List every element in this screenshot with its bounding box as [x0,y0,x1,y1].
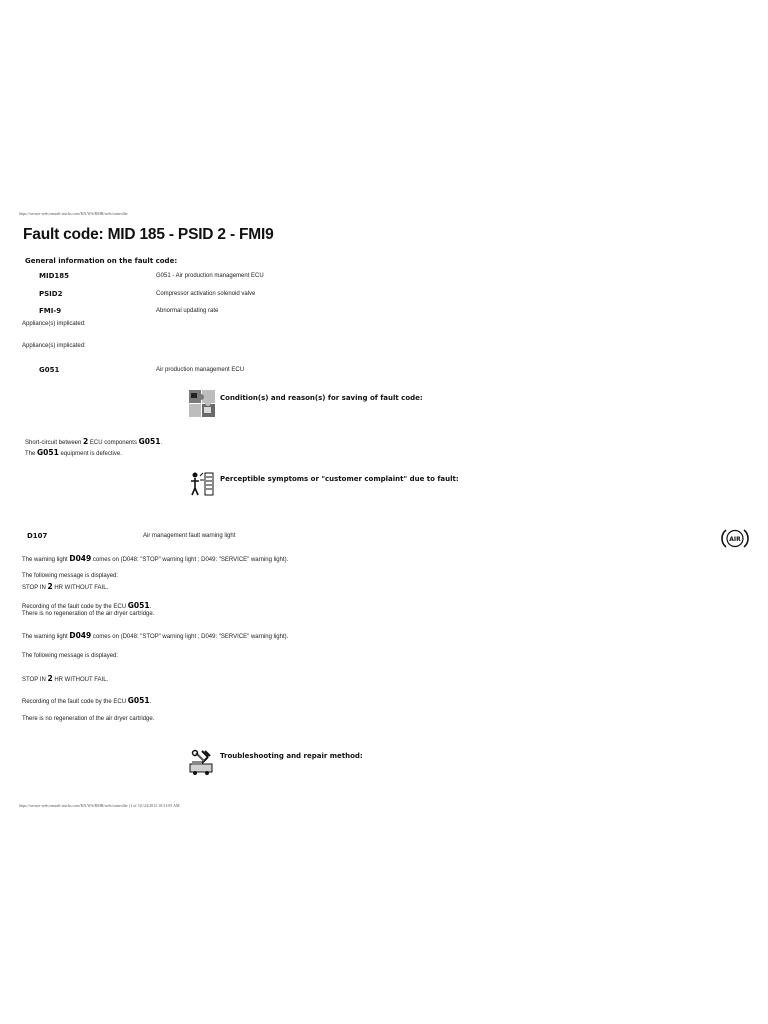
block1-stop-pre: STOP IN [22,585,48,591]
conditions-line1-num: 2 [83,437,89,446]
block1-stop-num: 2 [47,582,53,591]
code-psid: PSID2 [39,290,63,298]
block1-message-label: The following message is displayed: [22,573,119,579]
block2-warn-code: D049 [69,631,92,640]
page-title: Fault code: MID 185 - PSID 2 - FMI9 [23,226,274,243]
block1-regeneration: There is no regeneration of the air dryer cartridge. [22,611,155,617]
block1-rec-pre: Recording of the fault code by the ECU [22,604,128,610]
block1-stop-post: HR WITHOUT FAIL. [52,585,109,591]
block1-warn-code: D049 [69,554,92,563]
appliance-desc: Air production management ECU [156,367,245,373]
symptom-desc: Air management fault warning light [143,533,236,539]
symptom-code: D107 [27,532,48,540]
conditions-line-2 [25,448,122,457]
block1-rec-code: G051 [127,601,150,610]
conditions-line2-end: equipment is defective. [58,451,122,457]
symptoms-heading: Perceptible symptoms or "customer complaint" due to fault: [220,475,459,483]
air-icon-label: AIR [729,536,741,543]
conditions-line1-pre: Short-circuit between [25,440,84,446]
conditions-line-1 [25,437,162,446]
block2-message-label: The following message is displayed: [22,653,119,659]
block1-recording-line [22,601,151,610]
appliance-label-1: Appliance(s) implicated: [22,321,86,327]
block2-stop-post: HR WITHOUT FAIL. [52,677,109,683]
block2-recording-line [22,696,151,705]
footer-url: https://secure-web.renault-trucks.com/KN/WS/BMB/web/controller (1 of 3)1/24/2012 10:53:05 AM [19,803,180,808]
ecu-puzzle-icon [188,389,216,418]
customer-complaint-icon [188,470,216,498]
header-url: https://secure-web.renault-trucks.com/KN/WS/BMB/web/controller [19,211,128,216]
conditions-line1-code: G051 [138,437,161,446]
block2-stop-num: 2 [47,674,53,683]
conditions-line2-pre: The [25,451,38,457]
code-fmi: FMI-9 [39,307,62,315]
block1-warning-line [22,554,288,563]
block2-warn-pre: The warning light [22,634,70,640]
code-mid-desc: G051 - Air production management ECU [156,273,264,279]
block2-stop-pre: STOP IN [22,677,48,683]
block1-rec-end: . [149,604,152,610]
block1-warn-post: comes on (D048: "STOP" warning light ; D049: "SERVICE" warning light). [91,557,289,563]
block2-rec-end: . [149,699,152,705]
block2-warn-post: comes on (D048: "STOP" warning light ; D049: "SERVICE" warning light). [91,634,289,640]
appliance-label-2: Appliance(s) implicated: [22,343,86,349]
block1-warn-pre: The warning light [22,557,70,563]
block2-stop-line [22,674,108,683]
block1-stop-line [22,582,108,591]
block2-warning-line [22,631,288,640]
block2-regeneration: There is no regeneration of the air dryer cartridge. [22,716,155,722]
repair-tools-icon [188,749,216,776]
conditions-line2-code: G051 [37,448,59,457]
general-info-heading: General information on the fault code: [25,257,178,265]
appliance-code: G051 [39,366,60,374]
air-warning-light-icon [721,527,749,550]
block2-rec-pre: Recording of the fault code by the ECU [22,699,128,705]
conditions-line1-end: . [160,440,163,446]
conditions-heading: Condition(s) and reason(s) for saving of fault code: [220,394,423,402]
block2-rec-code: G051 [127,696,150,705]
code-mid: MID185 [39,272,69,280]
code-fmi-desc: Abnormal updating rate [156,308,219,314]
conditions-line1-mid: ECU components [88,440,139,446]
code-psid-desc: Compressor activation solenoid valve [156,291,256,297]
repair-heading: Troubleshooting and repair method: [220,752,363,760]
